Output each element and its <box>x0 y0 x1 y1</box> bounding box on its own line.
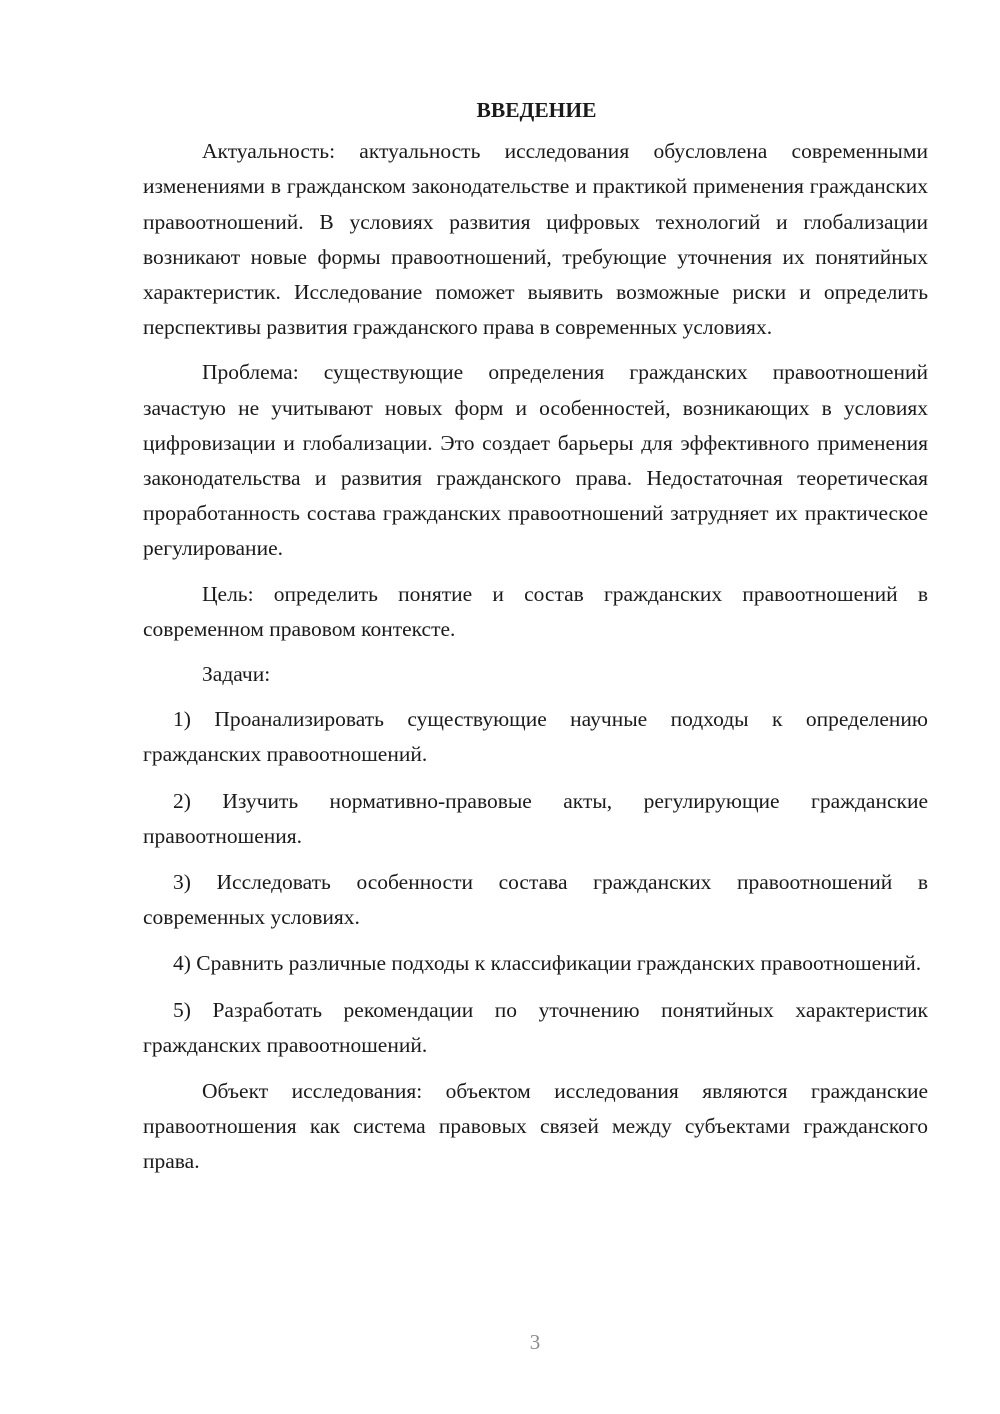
object-paragraph: Объект исследования: объектом исследования являются гражданские правоотношения как система правовых связей между субъектами гражданского права. <box>143 1079 928 1174</box>
task-item-1: 1) Проанализировать существующие научные подходы к определению гражданских правоотношений. <box>143 707 928 767</box>
task-item-5: 5) Разработать рекомендации по уточнению понятийных характеристик гражданских правоотношений. <box>143 997 928 1057</box>
task-item-3: 3) Исследовать особенности состава гражданских правоотношений в современных условиях. <box>143 870 928 930</box>
tasks-label: Задачи: <box>202 662 271 687</box>
page-number: 3 <box>529 1330 541 1354</box>
section-heading: ВВЕДЕНИЕ <box>476 98 597 122</box>
problem-paragraph: Проблема: существующие определения гражданских правоотношений зачастую не учитывают новых форм и особенностей, возникающих в условиях цифровизации и глобализации. Это создает барьеры для эффективного применения законодательства и развития гражданского права. Недостаточная теоретическая проработанность состава гражданских правоотношений затрудняет их практическое регулирование. <box>143 360 928 561</box>
relevance-paragraph: Актуальность: актуальность исследования обусловлена современными изменениями в гражданском законодательстве и практикой применения гражданских правоотношений. В условиях развития цифровых технологий и глобализации возникают новые формы правоотношений, требующие уточнения их понятийных характеристик. Исследование поможет выявить возможные риски и определить перспективы развития гражданского права в современных условиях. <box>143 139 928 340</box>
task-item-4: 4) Сравнить различные подходы к классификации гражданских правоотношений. <box>173 951 922 976</box>
document-page <box>143 93 928 1190</box>
goal-paragraph: Цель: определить понятие и состав гражданских правоотношений в современном правовом контексте. <box>143 581 928 641</box>
task-item-2: 2) Изучить нормативно-правовые акты, регулирующие гражданские правоотношения. <box>143 788 928 848</box>
